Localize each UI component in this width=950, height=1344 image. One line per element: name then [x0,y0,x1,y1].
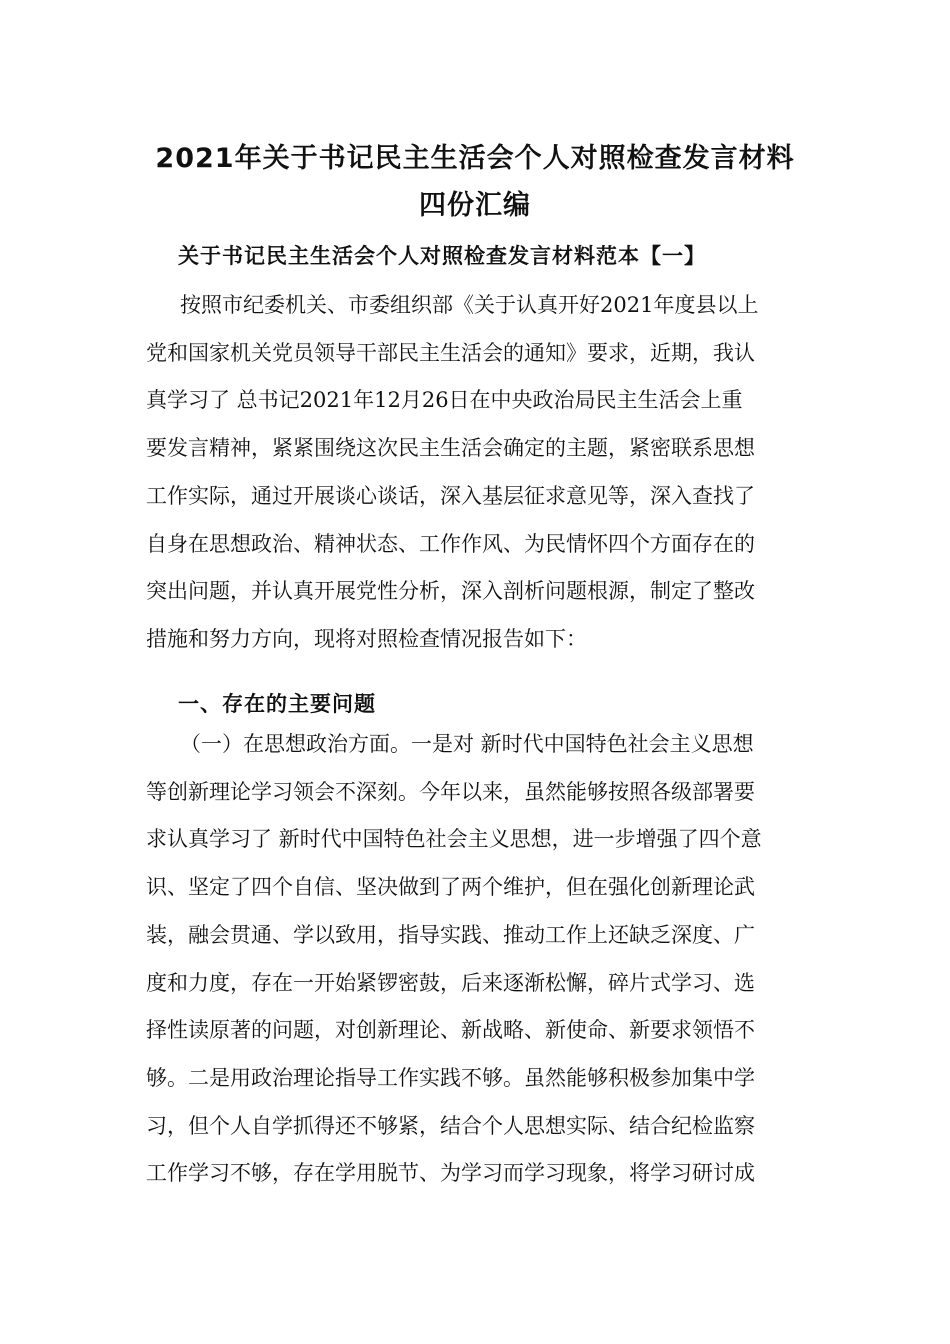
paragraph-line: 度和力度，存在一开始紧锣密鼓，后来逐渐松懈，碎片式学习、选 [146,970,755,995]
paragraph-line: 择性读原著的问题，对创新理论、新战略、新使命、新要求领悟不 [146,1018,755,1043]
section-paragraph [146,721,806,1198]
paragraph-line: 工作实际，通过开展谈心谈话，深入基层征求意见等，深入查找了 [146,483,755,508]
paragraph-line: （一）在思想政治方面。一是对 新时代中国特色社会主义思想 [180,732,754,756]
section-heading: 一、存在的主要问题 [178,692,376,716]
paragraph-line: 措施和努力方向，现将对照检查情况报告如下： [146,626,587,651]
document-subtitle: 关于书记民主生活会个人对照检查发言材料范本【一】 [178,244,706,268]
paragraph-line: 按照市纪委机关、市委组织部《关于认真开好2021年度县以上 [180,293,759,317]
paragraph-line: 工作学习不够，存在学用脱节、为学习而学习现象，将学习研讨成 [146,1161,755,1186]
paragraph-line: 党和国家机关党员领导干部民主生活会的通知》要求，近期，我认 [146,340,755,365]
paragraph-line: 突出问题，并认真开展党性分析，深入剖析问题根源，制定了整改 [146,579,755,604]
intro-paragraph [146,282,806,664]
paragraph-line: 装，融会贯通、学以致用，指导实践、推动工作上还缺乏深度、广 [146,922,755,947]
paragraph-line: 识、坚定了四个自信、坚决做到了两个维护，但在强化创新理论武 [146,875,755,900]
paragraph-line: 够。二是用政治理论指导工作实践不够。虽然能够积极参加集中学 [146,1065,755,1090]
document-title-continued: 四份汇编 [419,190,531,221]
document-title: 2021年关于书记民主生活会个人对照检查发言材料 [155,143,795,174]
paragraph-line: 要发言精神，紧紧围绕这次民主生活会确定的主题，紧密联系思想 [146,436,755,461]
paragraph-line: 等创新理论学习领会不深刻。今年以来，虽然能够按照各级部署要 [146,779,755,804]
paragraph-line: 真学习了 总书记2021年12月26日在中央政治局民主生活会上重 [146,388,743,413]
paragraph-line: 自身在思想政治、精神状态、工作作风、为民情怀四个方面存在的 [146,531,755,556]
paragraph-line: 习，但个人自学抓得还不够紧，结合个人思想实际、结合纪检监察 [146,1113,755,1138]
paragraph-line: 求认真学习了 新时代中国特色社会主义思想，进一步增强了四个意 [146,827,762,852]
